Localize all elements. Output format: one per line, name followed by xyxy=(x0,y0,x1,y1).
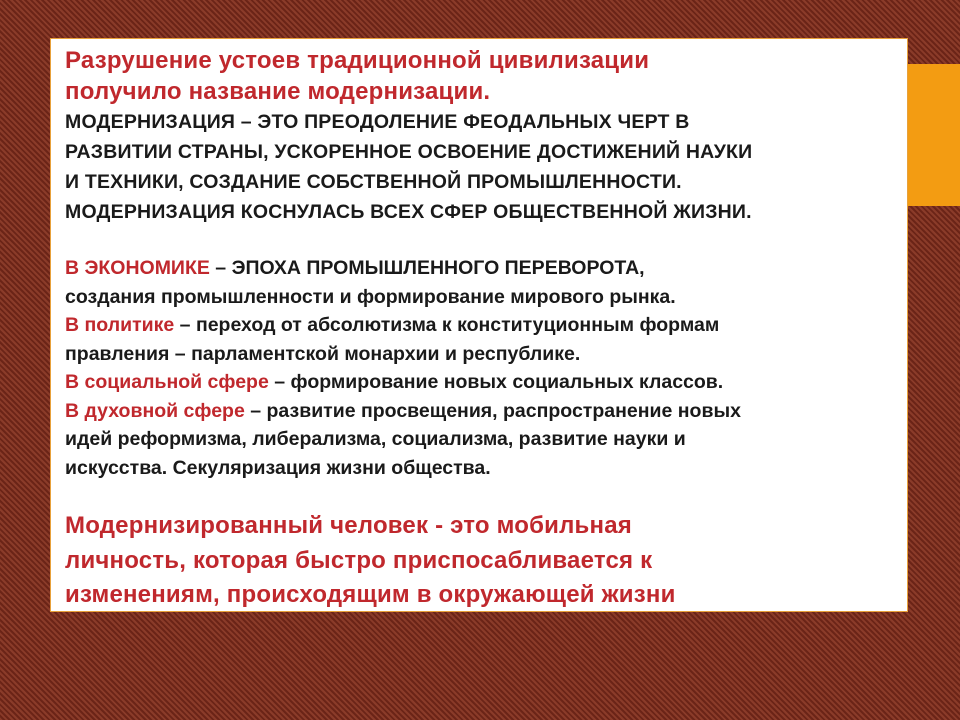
intro-line-1: Разрушение устоев традиционной цивилизации xyxy=(65,47,650,74)
sphere-spiritual xyxy=(65,397,895,426)
sphere-dash: – xyxy=(250,399,262,422)
sphere-text-line: идей реформизма, либерализма, социализма, развитие науки и xyxy=(65,428,686,450)
intro-line-2: получило название модернизации. xyxy=(65,78,491,105)
sphere-politics xyxy=(65,311,895,340)
sphere-dash: – xyxy=(179,314,191,336)
sphere-text: формирование новых социальных классов. xyxy=(290,371,724,393)
closing-line: Модернизированный человек - это мобильная xyxy=(65,512,632,539)
sphere-text-line: искусства. Секуляризация жизни общества. xyxy=(65,456,491,479)
closing-block xyxy=(65,509,895,612)
sphere-dash: – xyxy=(274,371,286,393)
sphere-text: переход от абсолютизма к конституционным формам xyxy=(195,314,720,336)
sphere-key: В ЭКОНОМИКЕ xyxy=(65,257,210,279)
definition-line: РАЗВИТИИ СТРАНЫ, УСКОРЕННОЕ ОСВОЕНИЕ ДОСТИЖЕНИЙ НАУКИ xyxy=(65,141,753,163)
sphere-key: В политике xyxy=(65,314,175,336)
sphere-text: развитие просвещения, распространение новых xyxy=(266,399,741,422)
definition-line: МОДЕРНИЗАЦИЯ КОСНУЛАСЬ ВСЕХ СФЕР ОБЩЕСТВЕННОЙ ЖИЗНИ. xyxy=(65,201,752,223)
definition-block xyxy=(65,108,895,227)
content-panel xyxy=(50,38,908,612)
definition-line: МОДЕРНИЗАЦИЯ – ЭТО ПРЕОДОЛЕНИЕ ФЕОДАЛЬНЫХ ЧЕРТ В xyxy=(65,111,690,133)
sphere-text-line: создания промышленности и формирование мирового рынка. xyxy=(65,285,676,308)
sphere-dash: – xyxy=(215,257,227,279)
sphere-text-line: правления – парламентской монархии и республике. xyxy=(65,342,581,365)
spheres-list xyxy=(65,254,895,482)
sphere-text: ЭПОХА ПРОМЫШЛЕННОГО ПЕРЕВОРОТА, xyxy=(231,257,645,279)
sphere-economy xyxy=(65,254,895,283)
sphere-social xyxy=(65,368,895,397)
closing-line: изменениям, происходящим в окружающей жизни xyxy=(65,581,676,608)
definition-line: И ТЕХНИКИ, СОЗДАНИЕ СОБСТВЕННОЙ ПРОМЫШЛЕННОСТИ. xyxy=(65,171,682,193)
orange-accent-bar xyxy=(908,64,960,206)
sphere-key: В социальной сфере xyxy=(65,371,269,393)
closing-line: личность, которая быстро приспосабливается к xyxy=(65,546,653,574)
sphere-key: В духовной сфере xyxy=(65,399,245,422)
